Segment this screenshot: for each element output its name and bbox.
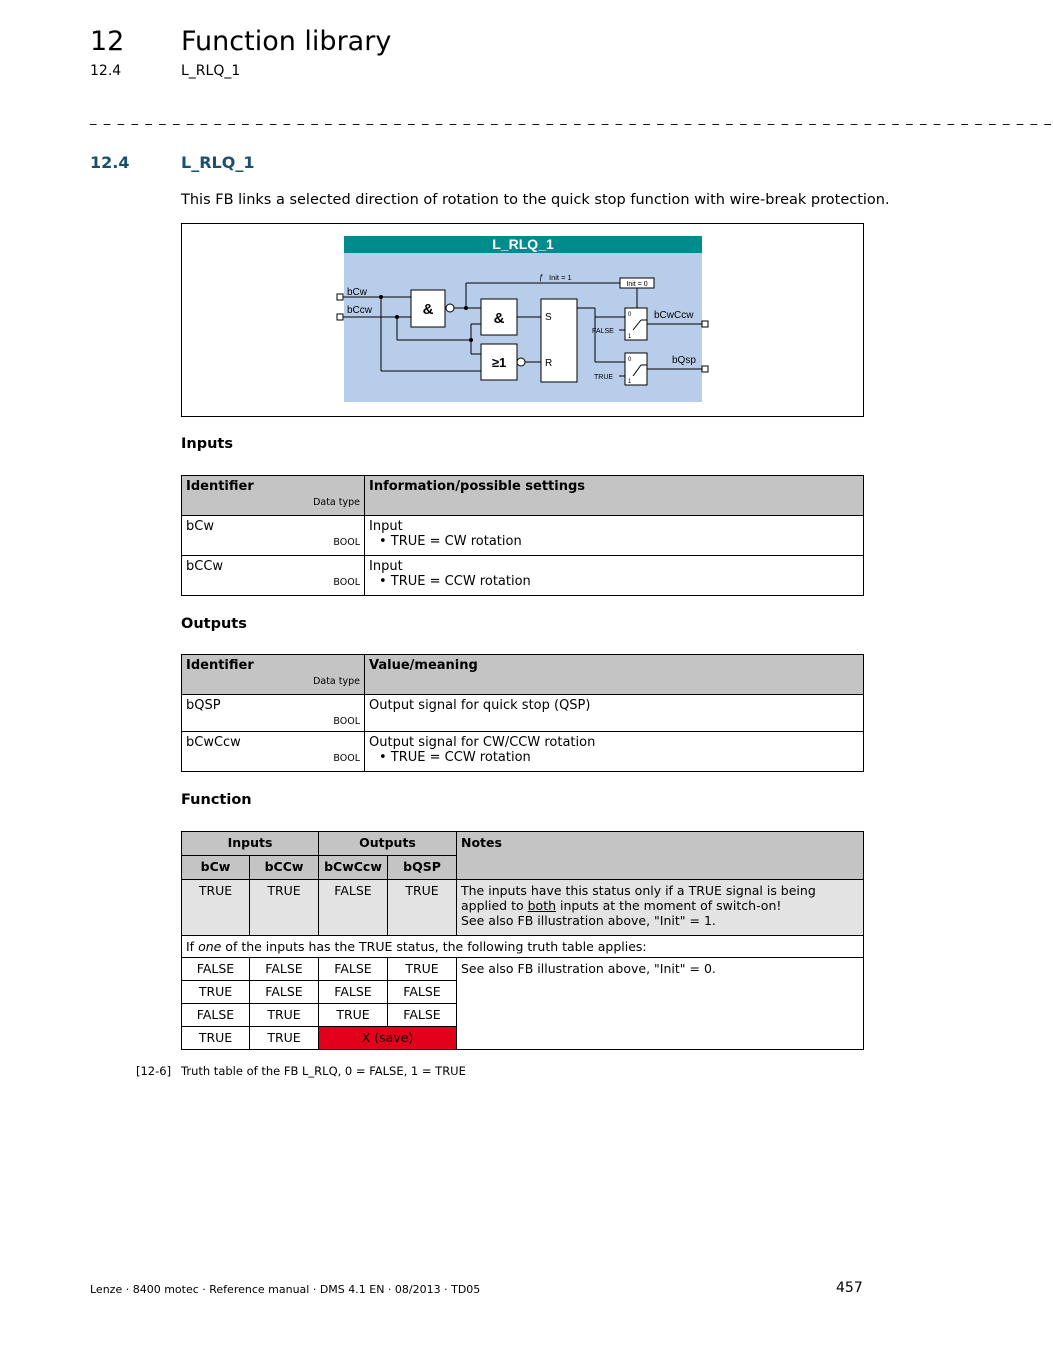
inputs-table xyxy=(181,475,864,596)
note-init0: See also FB illustration above, "Init" = 0. xyxy=(457,958,864,1050)
table-row: FALSE FALSE FALSE TRUE See also FB illustration above, "Init" = 0. xyxy=(182,958,864,981)
flipflop-s: S xyxy=(545,312,552,323)
flipflop-r: R xyxy=(545,358,553,369)
label-bcwccw: bCwCcw xyxy=(654,310,694,321)
running-section-number: 12.4 xyxy=(90,63,122,79)
hdr-bcw: bCw xyxy=(182,856,250,880)
and-gate-1-label: & xyxy=(422,301,434,318)
col-info: Information/possible settings xyxy=(369,479,586,494)
init1-icon: ƒ xyxy=(539,273,544,282)
function-heading: Function xyxy=(181,792,252,808)
header-divider: _ _ _ _ _ _ _ _ _ _ _ _ _ _ _ _ _ _ _ _ _ _ _ _ _ _ _ _ _ _ _ _ _ _ _ _ _ _ _ _ _ _ _ _ _ _ _ _ _ _ _ _ _ _ _ _ _ _ _ _ _ _ _ _ _ _ _ _ _ _ xyxy=(90,111,1053,126)
and-gate-1-inverter xyxy=(446,304,454,312)
table-row: bCwCcw BOOL Output signal for CW/CCW rotation • TRUE = CCW rotation xyxy=(182,732,864,772)
switch-2-zero: 0 xyxy=(628,357,632,363)
section-number: 12.4 xyxy=(90,153,130,172)
col-identifier: Identifier xyxy=(186,658,254,673)
outputs-heading: Outputs xyxy=(181,616,247,632)
table-row: bQSP BOOL Output signal for quick stop (QSP) xyxy=(182,695,864,732)
save-cell: X (save) xyxy=(319,1027,457,1050)
pin-bccw xyxy=(337,314,343,320)
label-bccw: bCcw xyxy=(347,305,373,316)
hdr-bcwccw: bCwCcw xyxy=(319,856,388,880)
function-block-figure xyxy=(181,223,864,417)
and-gate-2-label: & xyxy=(493,310,505,327)
pin-bcwccw xyxy=(702,321,708,327)
true-label: TRUE xyxy=(594,374,614,381)
outputs-table xyxy=(181,654,864,772)
switch-2-one: 1 xyxy=(628,379,632,385)
col-datatype: Data type xyxy=(313,497,360,508)
hdr-notes: Notes xyxy=(457,832,864,880)
hdr-outputs: Outputs xyxy=(319,832,457,856)
or-gate-inverter xyxy=(517,358,525,366)
footer-text: Lenze · 8400 motec · Reference manual · DMS 4.1 EN · 08/2013 · TD05 xyxy=(90,1283,481,1296)
inputs-heading: Inputs xyxy=(181,436,233,452)
table-row: TRUE TRUE FALSE TRUE The inputs have this status only if a TRUE signal is being applied to both inputs at the moment of switch-on! See also FB illustration above, "Init" = 1. xyxy=(182,880,864,936)
pin-bcw xyxy=(337,294,343,300)
table-row: TRUE TRUE X (save) xyxy=(182,1027,864,1050)
init0-label: Init = 0 xyxy=(626,281,648,288)
col-value: Value/meaning xyxy=(369,658,478,673)
intro-paragraph: This FB links a selected direction of rotation to the quick stop function with wire-break protection. xyxy=(181,192,890,208)
chapter-title: Function library xyxy=(181,26,392,57)
false-label: FALSE xyxy=(592,328,614,335)
chapter-number: 12 xyxy=(90,26,125,57)
table-row: bCw BOOL Input • TRUE = CW rotation xyxy=(182,516,864,556)
figure-caption: Truth table of the FB L_RLQ, 0 = FALSE, 1 = TRUE xyxy=(181,1064,466,1078)
col-datatype: Data type xyxy=(313,676,360,687)
table-span-row: If one of the inputs has the TRUE status, the following truth table applies: xyxy=(182,936,864,958)
pin-bqsp xyxy=(702,366,708,372)
init1-label: Init = 1 xyxy=(549,273,572,282)
note-init1: The inputs have this status only if a TRUE signal is being applied to both inputs at the moment of switch-on! See also FB illustration above, "Init" = 1. xyxy=(457,880,864,936)
table-row: bCCw BOOL Input • TRUE = CCW rotation xyxy=(182,556,864,596)
function-block-diagram xyxy=(182,224,863,416)
diagram-title: L_RLQ_1 xyxy=(492,236,554,252)
switch-1-one: 1 xyxy=(628,334,632,340)
table-row: FALSE TRUE TRUE FALSE xyxy=(182,1004,864,1027)
figure-number: [12-6] xyxy=(136,1064,172,1078)
hdr-bccw: bCCw xyxy=(250,856,319,880)
hdr-bqsp: bQSP xyxy=(388,856,457,880)
running-section-title: L_RLQ_1 xyxy=(181,63,241,79)
diagram-background xyxy=(344,236,702,402)
label-bqsp: bQsp xyxy=(672,355,696,366)
col-identifier: Identifier xyxy=(186,479,254,494)
hdr-inputs: Inputs xyxy=(182,832,319,856)
page-number: 457 xyxy=(836,1280,863,1296)
table-row: TRUE FALSE FALSE FALSE xyxy=(182,981,864,1004)
label-bcw: bCw xyxy=(347,287,368,298)
or-gate-label: ≥1 xyxy=(491,355,507,370)
truth-table xyxy=(181,831,864,1050)
section-title: L_RLQ_1 xyxy=(181,153,255,172)
switch-1-zero: 0 xyxy=(628,312,632,318)
